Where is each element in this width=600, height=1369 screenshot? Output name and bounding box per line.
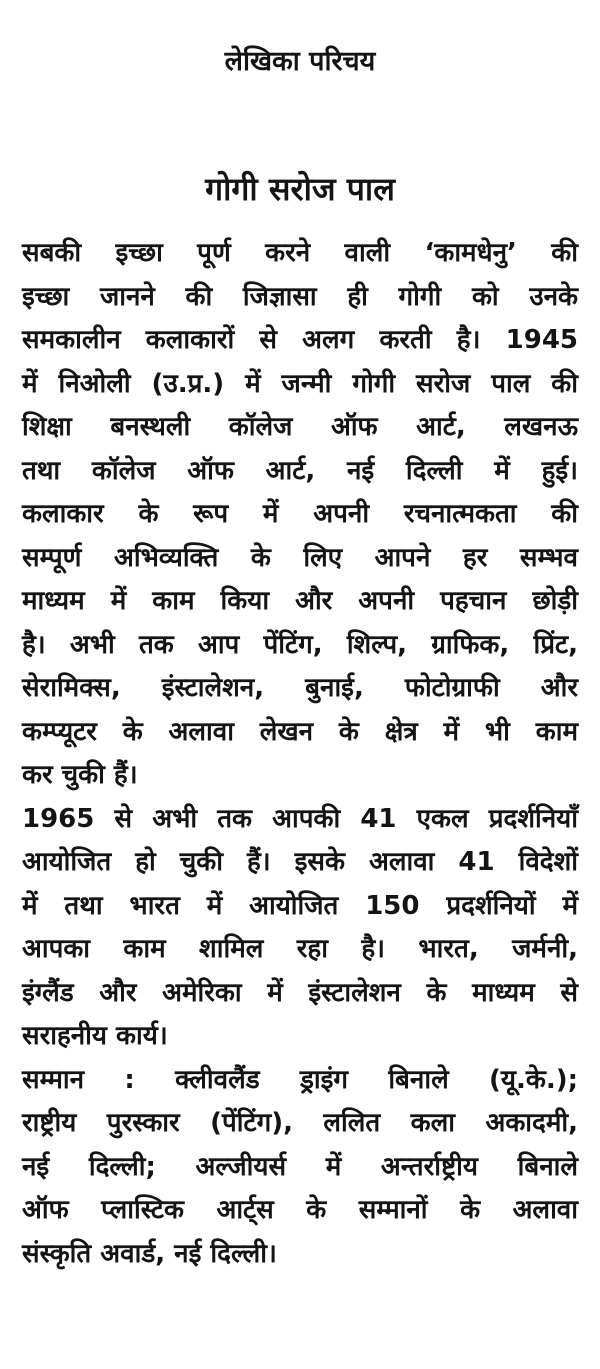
author-biography [22, 232, 578, 1276]
text-line: है। अभी तक आप पेंटिंग, शिल्प, ग्राफिक, प्रिंट, [22, 629, 578, 660]
paragraph-intro [22, 232, 578, 798]
text-line: इंग्लैंड और अमेरिका में इंस्टालेशन के माध्यम से [22, 977, 578, 1008]
text-line: सम्पूर्ण अभिव्यक्ति के लिए आपने हर सम्भव [22, 542, 578, 573]
text-line: आयोजित हो चुकी हैं। इसके अलावा 41 विदेशों [22, 847, 578, 877]
text-line: संस्कृति अवार्ड, नई दिल्ली। [22, 1238, 277, 1269]
text-line: राष्ट्रीय पुरस्कार (पेंटिंग), ललित कला अकादमी, [22, 1108, 578, 1138]
author-name: गोगी सरोज पाल [205, 170, 395, 208]
paragraph-exhibitions [22, 798, 578, 1059]
text-line: सबकी इच्छा पूर्ण करने वाली ‘कामधेनु’ की [22, 238, 578, 268]
text-line: इच्छा जानने की जिज्ञासा ही गोगी को उनके [22, 281, 578, 312]
text-line: सेरामिक्स, इंस्टालेशन, बुनाई, फोटोग्राफी और [22, 673, 578, 703]
text-line: ऑफ प्लास्टिक आर्ट्स के सम्मानों के अलावा [22, 1195, 578, 1225]
text-line: तथा कॉलेज ऑफ आर्ट, नई दिल्ली में हुई। [22, 455, 578, 486]
text-line: सम्मान : क्लीवलैंड ड्राइंग बिनाले (यू.के.); [22, 1064, 578, 1095]
text-line: कम्प्यूटर के अलावा लेखन के क्षेत्र में भी काम [22, 716, 578, 747]
text-line: समकालीन कलाकारों से अलग करती है। 1945 [22, 325, 578, 355]
text-line: में तथा भारत में आयोजित 150 प्रदर्शनियों में [22, 890, 578, 921]
text-line: कलाकार के रूप में अपनी रचनात्मकता की [22, 499, 578, 529]
paragraph-awards [22, 1059, 578, 1277]
text-line: आपका काम शामिल रहा है। भारत, जर्मनी, [22, 934, 578, 964]
text-line: माध्यम में काम किया और अपनी पहचान छोड़ी [22, 586, 578, 616]
text-line: में निओली (उ.प्र.) में जन्मी गोगी सरोज पाल की [22, 368, 578, 399]
text-line: नई दिल्ली; अल्जीयर्स में अन्तर्राष्ट्रीय बिनाले [22, 1151, 578, 1182]
text-line: सराहनीय कार्य। [22, 1021, 168, 1051]
text-line: 1965 से अभी तक आपकी 41 एकल प्रदर्शनियाँ [22, 803, 578, 834]
section-label: लेखिका परिचय [224, 46, 376, 77]
text-line: शिक्षा बनस्थली कॉलेज ऑफ आर्ट, लखनऊ [22, 412, 578, 442]
text-line: कर चुकी हैं। [22, 760, 138, 790]
